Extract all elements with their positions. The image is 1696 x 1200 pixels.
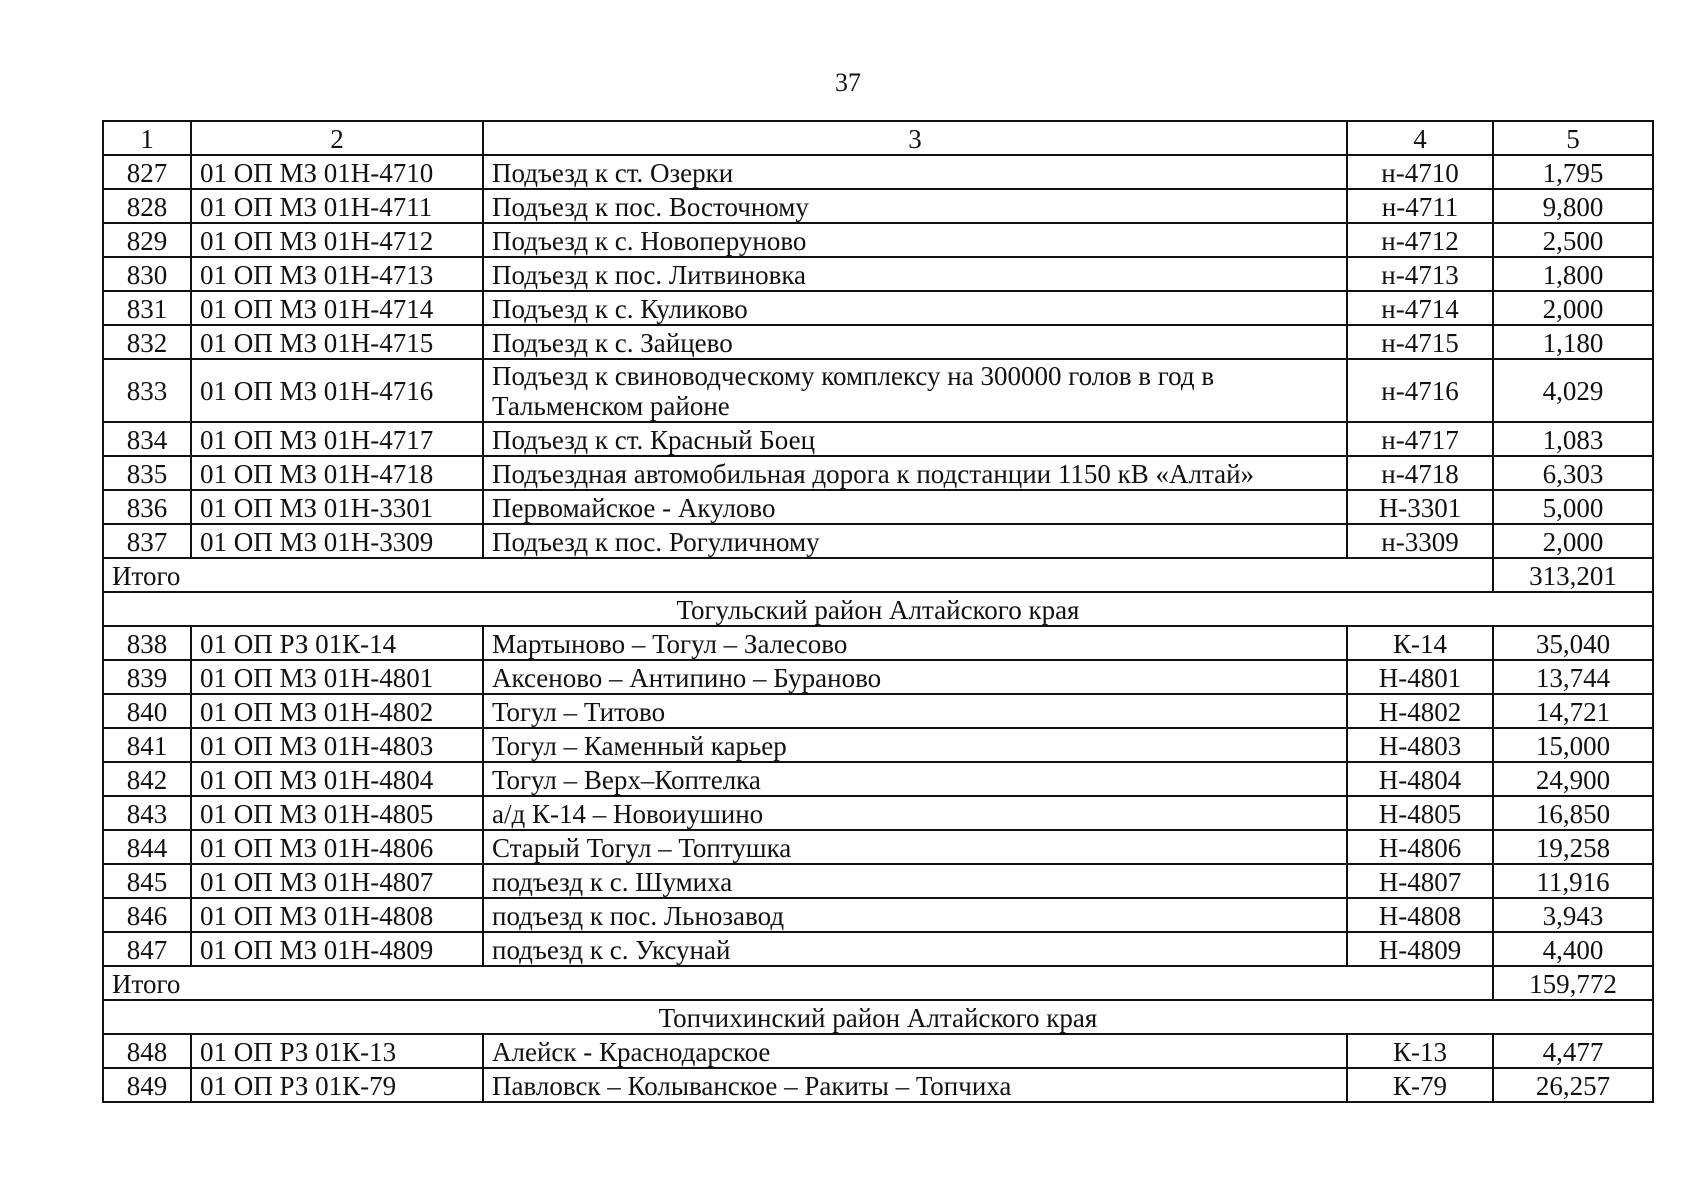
cell-length: 1,795: [1493, 155, 1653, 189]
table-row: [103, 422, 1653, 456]
cell-number: 837: [103, 524, 191, 558]
cell-road-code: 01 ОП МЗ 01Н-4802: [191, 694, 483, 728]
cell-road-code: 01 ОП МЗ 01Н-3301: [191, 490, 483, 524]
cell-number: 833: [103, 359, 191, 422]
cell-road-code: 01 ОП РЗ 01К-13: [191, 1034, 483, 1068]
cell-road-index: Н-4802: [1347, 694, 1493, 728]
cell-road-code: 01 ОП МЗ 01Н-4803: [191, 728, 483, 762]
cell-road-name: Тогул – Титово: [483, 694, 1347, 728]
cell-length: 5,000: [1493, 490, 1653, 524]
cell-road-name: Подъезд к пос. Рогуличному: [483, 524, 1347, 558]
total-length: 159,772: [1493, 966, 1653, 1000]
cell-road-name: Подъезд к пос. Восточному: [483, 189, 1347, 223]
cell-road-code: 01 ОП МЗ 01Н-4717: [191, 422, 483, 456]
cell-length: 6,303: [1493, 456, 1653, 490]
cell-road-name: Аксеново – Антипино – Бураново: [483, 660, 1347, 694]
cell-road-index: Н-4801: [1347, 660, 1493, 694]
cell-road-index: н-4710: [1347, 155, 1493, 189]
cell-length: 4,400: [1493, 932, 1653, 966]
cell-road-index: н-4712: [1347, 223, 1493, 257]
cell-road-index: К-79: [1347, 1068, 1493, 1102]
cell-road-name: Тогул – Верх–Коптелка: [483, 762, 1347, 796]
table-row: [103, 189, 1653, 223]
cell-number: 842: [103, 762, 191, 796]
table-row: [103, 223, 1653, 257]
cell-road-name: Подъезд к ст. Красный Боец: [483, 422, 1347, 456]
cell-road-code: 01 ОП МЗ 01Н-4716: [191, 359, 483, 422]
cell-number: 835: [103, 456, 191, 490]
cell-number: 832: [103, 325, 191, 359]
cell-length: 35,040: [1493, 626, 1653, 660]
cell-length: 13,744: [1493, 660, 1653, 694]
cell-road-name: Алейск - Краснодарское: [483, 1034, 1347, 1068]
cell-road-index: Н-4809: [1347, 932, 1493, 966]
cell-road-index: н-4718: [1347, 456, 1493, 490]
cell-road-name: Первомайское - Акулово: [483, 490, 1347, 524]
table-row: [103, 325, 1653, 359]
cell-road-index: Н-4804: [1347, 762, 1493, 796]
cell-road-code: 01 ОП МЗ 01Н-4713: [191, 257, 483, 291]
cell-number: 827: [103, 155, 191, 189]
table-row: [103, 155, 1653, 189]
cell-length: 3,943: [1493, 898, 1653, 932]
cell-length: 26,257: [1493, 1068, 1653, 1102]
cell-road-name: а/д К-14 – Новоиушино: [483, 796, 1347, 830]
table-row: [103, 490, 1653, 524]
cell-length: 15,000: [1493, 728, 1653, 762]
column-header-1: 1: [103, 121, 191, 155]
total-label: Итого: [103, 966, 1493, 1000]
cell-road-name: Павловск – Колыванское – Ракиты – Топчиха: [483, 1068, 1347, 1102]
cell-number: 838: [103, 626, 191, 660]
total-row: [103, 966, 1653, 1000]
cell-number: 843: [103, 796, 191, 830]
column-header-5: 5: [1493, 121, 1653, 155]
cell-road-index: н-3309: [1347, 524, 1493, 558]
cell-length: 4,029: [1493, 359, 1653, 422]
table-row: [103, 291, 1653, 325]
district-title: Тогульский район Алтайского края: [103, 592, 1653, 626]
cell-road-code: 01 ОП МЗ 01Н-4806: [191, 830, 483, 864]
cell-road-code: 01 ОП МЗ 01Н-4808: [191, 898, 483, 932]
cell-road-code: 01 ОП РЗ 01К-14: [191, 626, 483, 660]
total-row: [103, 558, 1653, 592]
cell-number: 845: [103, 864, 191, 898]
cell-road-code: 01 ОП МЗ 01Н-4809: [191, 932, 483, 966]
cell-road-name: подъезд к пос. Льнозавод: [483, 898, 1347, 932]
district-title: Топчихинский район Алтайского края: [103, 1000, 1653, 1034]
table-row: [103, 898, 1653, 932]
cell-road-index: К-14: [1347, 626, 1493, 660]
table-row: [103, 728, 1653, 762]
cell-road-code: 01 ОП МЗ 01Н-4712: [191, 223, 483, 257]
cell-road-index: Н-4807: [1347, 864, 1493, 898]
cell-number: 830: [103, 257, 191, 291]
cell-road-index: н-4711: [1347, 189, 1493, 223]
cell-road-name: Мартыново – Тогул – Залесово: [483, 626, 1347, 660]
column-header-3: 3: [483, 121, 1347, 155]
table-header-row: [103, 121, 1653, 155]
table-row: [103, 830, 1653, 864]
cell-length: 1,083: [1493, 422, 1653, 456]
page-number: 37: [835, 68, 861, 97]
cell-road-name: Старый Тогул – Топтушка: [483, 830, 1347, 864]
cell-road-index: н-4713: [1347, 257, 1493, 291]
cell-road-index: н-4714: [1347, 291, 1493, 325]
cell-road-index: Н-4805: [1347, 796, 1493, 830]
cell-length: 24,900: [1493, 762, 1653, 796]
cell-number: 836: [103, 490, 191, 524]
cell-number: 834: [103, 422, 191, 456]
cell-length: 2,500: [1493, 223, 1653, 257]
cell-length: 14,721: [1493, 694, 1653, 728]
cell-number: 848: [103, 1034, 191, 1068]
cell-number: 840: [103, 694, 191, 728]
cell-length: 16,850: [1493, 796, 1653, 830]
cell-number: 846: [103, 898, 191, 932]
cell-length: 1,800: [1493, 257, 1653, 291]
cell-number: 847: [103, 932, 191, 966]
cell-road-name: Подъезд к с. Зайцево: [483, 325, 1347, 359]
table-body: [103, 155, 1653, 1102]
cell-length: 2,000: [1493, 291, 1653, 325]
cell-length: 4,477: [1493, 1034, 1653, 1068]
cell-road-name: Подъезд к с. Новоперуново: [483, 223, 1347, 257]
cell-number: 849: [103, 1068, 191, 1102]
table-row: [103, 762, 1653, 796]
total-length: 313,201: [1493, 558, 1653, 592]
cell-road-name: Подъезд к с. Куликово: [483, 291, 1347, 325]
table-row: [103, 694, 1653, 728]
cell-number: 844: [103, 830, 191, 864]
cell-road-code: 01 ОП МЗ 01Н-4807: [191, 864, 483, 898]
district-header-row: [103, 592, 1653, 626]
cell-number: 831: [103, 291, 191, 325]
cell-road-index: Н-3301: [1347, 490, 1493, 524]
table-row: [103, 796, 1653, 830]
table-row: [103, 359, 1653, 422]
table-row: [103, 660, 1653, 694]
district-header-row: [103, 1000, 1653, 1034]
cell-number: 828: [103, 189, 191, 223]
cell-road-index: К-13: [1347, 1034, 1493, 1068]
total-label: Итого: [103, 558, 1493, 592]
cell-road-code: 01 ОП РЗ 01К-79: [191, 1068, 483, 1102]
cell-road-code: 01 ОП МЗ 01Н-4805: [191, 796, 483, 830]
cell-road-name: Подъездная автомобильная дорога к подстанции 1150 кВ «Алтай»: [483, 456, 1347, 490]
cell-number: 829: [103, 223, 191, 257]
column-header-4: 4: [1347, 121, 1493, 155]
table-row: [103, 257, 1653, 291]
cell-road-code: 01 ОП МЗ 01Н-4804: [191, 762, 483, 796]
cell-road-index: н-4715: [1347, 325, 1493, 359]
cell-length: 2,000: [1493, 524, 1653, 558]
cell-road-code: 01 ОП МЗ 01Н-4710: [191, 155, 483, 189]
table-row: [103, 864, 1653, 898]
cell-road-code: 01 ОП МЗ 01Н-3309: [191, 524, 483, 558]
cell-road-index: н-4717: [1347, 422, 1493, 456]
cell-road-name: Подъезд к пос. Литвиновка: [483, 257, 1347, 291]
cell-number: 841: [103, 728, 191, 762]
cell-road-name: Подъезд к ст. Озерки: [483, 155, 1347, 189]
table-row: [103, 932, 1653, 966]
cell-road-code: 01 ОП МЗ 01Н-4801: [191, 660, 483, 694]
table-row: [103, 626, 1653, 660]
road-register-table: [102, 120, 1654, 1103]
cell-road-code: 01 ОП МЗ 01Н-4714: [191, 291, 483, 325]
cell-road-code: 01 ОП МЗ 01Н-4715: [191, 325, 483, 359]
cell-number: 839: [103, 660, 191, 694]
cell-road-name: подъезд к с. Уксунай: [483, 932, 1347, 966]
cell-road-index: Н-4806: [1347, 830, 1493, 864]
cell-road-index: н-4716: [1347, 359, 1493, 422]
cell-road-name: Подъезд к свиноводческому комплексу на 300000 голов в год в Тальменском районе: [483, 359, 1347, 422]
cell-length: 9,800: [1493, 189, 1653, 223]
cell-road-code: 01 ОП МЗ 01Н-4718: [191, 456, 483, 490]
column-header-2: 2: [191, 121, 483, 155]
cell-road-name: подъезд к с. Шумиха: [483, 864, 1347, 898]
cell-length: 19,258: [1493, 830, 1653, 864]
cell-road-index: Н-4808: [1347, 898, 1493, 932]
table-row: [103, 524, 1653, 558]
table-row: [103, 1068, 1653, 1102]
table-row: [103, 456, 1653, 490]
table-row: [103, 1034, 1653, 1068]
cell-road-code: 01 ОП МЗ 01Н-4711: [191, 189, 483, 223]
cell-road-name: Тогул – Каменный карьер: [483, 728, 1347, 762]
cell-road-index: Н-4803: [1347, 728, 1493, 762]
cell-length: 1,180: [1493, 325, 1653, 359]
cell-length: 11,916: [1493, 864, 1653, 898]
